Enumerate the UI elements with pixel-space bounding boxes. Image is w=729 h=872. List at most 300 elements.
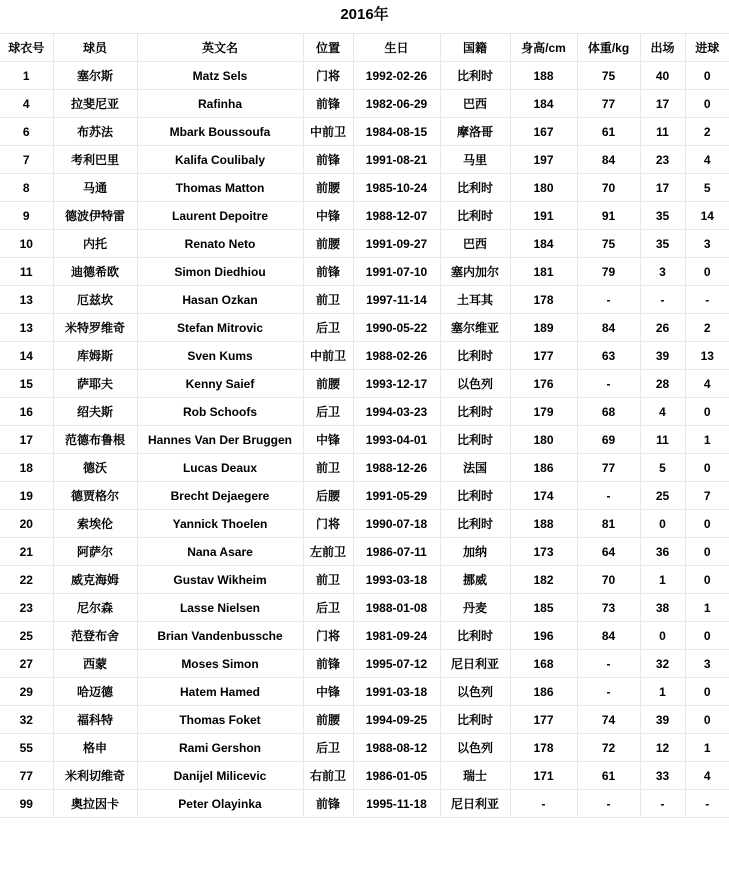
table-cell-7: 70 (577, 566, 640, 594)
table-cell-0: 8 (0, 174, 53, 202)
table-cell-2: Sven Kums (137, 342, 303, 370)
table-cell-7: 61 (577, 762, 640, 790)
table-cell-1: 拉斐尼亚 (53, 90, 137, 118)
table-cell-0: 55 (0, 734, 53, 762)
table-cell-5: 比利时 (440, 202, 510, 230)
table-cell-1: 迪德希欧 (53, 258, 137, 286)
table-cell-5: 塞尔维亚 (440, 314, 510, 342)
table-cell-4: 1982-06-29 (353, 90, 440, 118)
table-cell-0: 19 (0, 482, 53, 510)
table-cell-2: Rob Schoofs (137, 398, 303, 426)
table-row (0, 90, 729, 118)
table-cell-0: 17 (0, 426, 53, 454)
table-cell-9: 2 (685, 314, 729, 342)
table-cell-1: 厄兹坎 (53, 286, 137, 314)
table-cell-7: 68 (577, 398, 640, 426)
table-cell-5: 比利时 (440, 174, 510, 202)
table-cell-6: 196 (510, 622, 577, 650)
table-cell-0: 25 (0, 622, 53, 650)
table-cell-5: 丹麦 (440, 594, 510, 622)
table-cell-4: 1990-05-22 (353, 314, 440, 342)
table-cell-6: 181 (510, 258, 577, 286)
table-cell-2: Rafinha (137, 90, 303, 118)
table-cell-9: 2 (685, 118, 729, 146)
table-cell-2: Brecht Dejaegere (137, 482, 303, 510)
column-header-1: 球员 (53, 34, 137, 62)
table-cell-4: 1992-02-26 (353, 62, 440, 90)
table-cell-7: 91 (577, 202, 640, 230)
table-cell-5: 比利时 (440, 482, 510, 510)
table-cell-6: 182 (510, 566, 577, 594)
table-cell-8: 26 (640, 314, 685, 342)
table-cell-3: 后卫 (303, 314, 353, 342)
table-cell-9: 0 (685, 62, 729, 90)
table-cell-4: 1988-08-12 (353, 734, 440, 762)
table-cell-6: 177 (510, 342, 577, 370)
table-cell-0: 29 (0, 678, 53, 706)
table-cell-8: 23 (640, 146, 685, 174)
table-cell-8: 0 (640, 510, 685, 538)
table-cell-4: 1988-12-07 (353, 202, 440, 230)
table-cell-6: 179 (510, 398, 577, 426)
table-cell-4: 1981-09-24 (353, 622, 440, 650)
table-row (0, 482, 729, 510)
table-cell-1: 萨耶夫 (53, 370, 137, 398)
column-header-3: 位置 (303, 34, 353, 62)
table-cell-4: 1984-08-15 (353, 118, 440, 146)
table-cell-7: 75 (577, 62, 640, 90)
table-cell-0: 6 (0, 118, 53, 146)
table-cell-7: 61 (577, 118, 640, 146)
table-cell-8: - (640, 790, 685, 818)
table-row (0, 734, 729, 762)
table-cell-7: 70 (577, 174, 640, 202)
table-cell-6: 180 (510, 426, 577, 454)
table-cell-2: Hannes Van Der Bruggen (137, 426, 303, 454)
table-cell-2: Lasse Nielsen (137, 594, 303, 622)
table-cell-8: 4 (640, 398, 685, 426)
table-cell-7: - (577, 286, 640, 314)
table-cell-1: 奥拉因卡 (53, 790, 137, 818)
table-cell-2: Nana Asare (137, 538, 303, 566)
table-cell-6: 186 (510, 454, 577, 482)
table-cell-0: 13 (0, 314, 53, 342)
table-cell-2: Thomas Matton (137, 174, 303, 202)
table-cell-6: 176 (510, 370, 577, 398)
table-cell-9: 0 (685, 258, 729, 286)
table-cell-2: Gustav Wikheim (137, 566, 303, 594)
table-cell-0: 23 (0, 594, 53, 622)
table-cell-1: 范登布舍 (53, 622, 137, 650)
table-cell-5: 加纳 (440, 538, 510, 566)
table-cell-0: 13 (0, 286, 53, 314)
table-cell-0: 4 (0, 90, 53, 118)
table-cell-3: 后卫 (303, 734, 353, 762)
table-row (0, 146, 729, 174)
table-cell-3: 门将 (303, 622, 353, 650)
table-cell-0: 11 (0, 258, 53, 286)
table-cell-1: 西蒙 (53, 650, 137, 678)
table-cell-5: 土耳其 (440, 286, 510, 314)
table-row (0, 230, 729, 258)
table-cell-5: 摩洛哥 (440, 118, 510, 146)
table-cell-9: 1 (685, 594, 729, 622)
table-cell-7: - (577, 370, 640, 398)
table-cell-7: - (577, 678, 640, 706)
table-cell-8: 11 (640, 426, 685, 454)
table-cell-2: Danijel Milicevic (137, 762, 303, 790)
table-cell-7: 63 (577, 342, 640, 370)
table-cell-8: 25 (640, 482, 685, 510)
table-row (0, 790, 729, 818)
table-cell-8: 17 (640, 90, 685, 118)
table-cell-5: 尼日利亚 (440, 790, 510, 818)
table-cell-4: 1993-04-01 (353, 426, 440, 454)
table-row (0, 62, 729, 90)
table-cell-2: Yannick Thoelen (137, 510, 303, 538)
table-cell-6: 178 (510, 734, 577, 762)
table-cell-6: 178 (510, 286, 577, 314)
table-head (0, 34, 729, 62)
table-cell-4: 1988-02-26 (353, 342, 440, 370)
table-cell-1: 格申 (53, 734, 137, 762)
table-cell-9: 4 (685, 762, 729, 790)
table-cell-6: - (510, 790, 577, 818)
table-cell-3: 门将 (303, 62, 353, 90)
table-cell-1: 米特罗维奇 (53, 314, 137, 342)
table-cell-4: 1991-08-21 (353, 146, 440, 174)
table-cell-9: 14 (685, 202, 729, 230)
table-cell-0: 21 (0, 538, 53, 566)
table-row (0, 118, 729, 146)
table-header-row (0, 34, 729, 62)
table-cell-8: 3 (640, 258, 685, 286)
table-cell-5: 瑞士 (440, 762, 510, 790)
table-row (0, 538, 729, 566)
table-cell-4: 1986-01-05 (353, 762, 440, 790)
table-cell-8: 28 (640, 370, 685, 398)
table-cell-5: 比利时 (440, 426, 510, 454)
table-cell-0: 77 (0, 762, 53, 790)
table-cell-1: 内托 (53, 230, 137, 258)
table-cell-0: 1 (0, 62, 53, 90)
table-cell-7: 64 (577, 538, 640, 566)
table-cell-6: 180 (510, 174, 577, 202)
table-cell-5: 尼日利亚 (440, 650, 510, 678)
table-cell-9: - (685, 286, 729, 314)
table-cell-9: 13 (685, 342, 729, 370)
table-cell-8: 40 (640, 62, 685, 90)
table-cell-9: 1 (685, 426, 729, 454)
table-cell-1: 考利巴里 (53, 146, 137, 174)
table-cell-7: - (577, 650, 640, 678)
table-cell-4: 1988-01-08 (353, 594, 440, 622)
table-cell-0: 9 (0, 202, 53, 230)
table-cell-6: 184 (510, 90, 577, 118)
table-cell-9: - (685, 790, 729, 818)
table-cell-1: 德沃 (53, 454, 137, 482)
table-cell-5: 比利时 (440, 510, 510, 538)
table-cell-6: 168 (510, 650, 577, 678)
table-cell-0: 10 (0, 230, 53, 258)
table-cell-0: 15 (0, 370, 53, 398)
table-cell-1: 哈迈德 (53, 678, 137, 706)
table-cell-9: 0 (685, 398, 729, 426)
column-header-5: 国籍 (440, 34, 510, 62)
table-cell-5: 挪威 (440, 566, 510, 594)
table-cell-3: 前锋 (303, 650, 353, 678)
table-cell-3: 前卫 (303, 454, 353, 482)
table-cell-2: Hatem Hamed (137, 678, 303, 706)
table-cell-4: 1991-09-27 (353, 230, 440, 258)
table-cell-6: 171 (510, 762, 577, 790)
column-header-0: 球衣号 (0, 34, 53, 62)
table-cell-7: 84 (577, 314, 640, 342)
table-cell-6: 189 (510, 314, 577, 342)
table-cell-2: Moses Simon (137, 650, 303, 678)
table-cell-8: 32 (640, 650, 685, 678)
column-header-4: 生日 (353, 34, 440, 62)
table-cell-2: Peter Olayinka (137, 790, 303, 818)
table-cell-3: 前腰 (303, 230, 353, 258)
table-cell-0: 22 (0, 566, 53, 594)
table-cell-0: 27 (0, 650, 53, 678)
table-row (0, 678, 729, 706)
table-cell-1: 布苏法 (53, 118, 137, 146)
table-cell-3: 前锋 (303, 258, 353, 286)
table-cell-1: 威克海姆 (53, 566, 137, 594)
table-cell-2: Laurent Depoitre (137, 202, 303, 230)
table-cell-3: 后卫 (303, 594, 353, 622)
table-cell-3: 中前卫 (303, 118, 353, 146)
table-cell-3: 中锋 (303, 678, 353, 706)
table-cell-3: 前卫 (303, 566, 353, 594)
squad-table (0, 33, 729, 818)
table-cell-7: 79 (577, 258, 640, 286)
table-cell-8: 0 (640, 622, 685, 650)
table-cell-3: 前腰 (303, 174, 353, 202)
table-cell-0: 32 (0, 706, 53, 734)
table-cell-4: 1988-12-26 (353, 454, 440, 482)
table-cell-1: 绍夫斯 (53, 398, 137, 426)
table-cell-5: 马里 (440, 146, 510, 174)
table-cell-8: 33 (640, 762, 685, 790)
table-cell-4: 1995-07-12 (353, 650, 440, 678)
table-cell-9: 3 (685, 650, 729, 678)
table-cell-3: 后卫 (303, 398, 353, 426)
table-cell-4: 1990-07-18 (353, 510, 440, 538)
table-cell-7: 77 (577, 454, 640, 482)
table-cell-4: 1991-05-29 (353, 482, 440, 510)
table-cell-9: 4 (685, 146, 729, 174)
table-cell-7: 73 (577, 594, 640, 622)
table-row (0, 650, 729, 678)
table-cell-2: Thomas Foket (137, 706, 303, 734)
table-cell-2: Hasan Ozkan (137, 286, 303, 314)
table-cell-7: 75 (577, 230, 640, 258)
table-cell-9: 5 (685, 174, 729, 202)
table-cell-6: 191 (510, 202, 577, 230)
table-cell-7: 77 (577, 90, 640, 118)
table-cell-8: 11 (640, 118, 685, 146)
table-cell-2: Stefan Mitrovic (137, 314, 303, 342)
table-cell-8: 1 (640, 678, 685, 706)
table-cell-6: 173 (510, 538, 577, 566)
table-cell-1: 德贾格尔 (53, 482, 137, 510)
table-cell-0: 16 (0, 398, 53, 426)
table-cell-9: 3 (685, 230, 729, 258)
table-cell-9: 0 (685, 622, 729, 650)
table-cell-8: 1 (640, 566, 685, 594)
table-cell-4: 1997-11-14 (353, 286, 440, 314)
table-cell-9: 0 (685, 90, 729, 118)
table-cell-3: 前锋 (303, 790, 353, 818)
table-cell-8: 38 (640, 594, 685, 622)
table-cell-1: 德波伊特雷 (53, 202, 137, 230)
table-cell-5: 以色列 (440, 678, 510, 706)
table-cell-5: 比利时 (440, 342, 510, 370)
table-cell-6: 177 (510, 706, 577, 734)
table-cell-1: 马通 (53, 174, 137, 202)
table-cell-9: 0 (685, 706, 729, 734)
table-cell-8: 17 (640, 174, 685, 202)
table-cell-4: 1986-07-11 (353, 538, 440, 566)
table-cell-6: 186 (510, 678, 577, 706)
table-cell-2: Simon Diedhiou (137, 258, 303, 286)
table-cell-8: 12 (640, 734, 685, 762)
table-cell-6: 188 (510, 62, 577, 90)
table-cell-8: 39 (640, 706, 685, 734)
table-cell-7: 84 (577, 622, 640, 650)
table-row (0, 314, 729, 342)
column-header-7: 体重/kg (577, 34, 640, 62)
table-cell-5: 以色列 (440, 370, 510, 398)
table-cell-1: 库姆斯 (53, 342, 137, 370)
table-row (0, 426, 729, 454)
table-cell-4: 1985-10-24 (353, 174, 440, 202)
table-cell-7: 84 (577, 146, 640, 174)
table-row (0, 286, 729, 314)
table-cell-6: 174 (510, 482, 577, 510)
table-cell-2: Brian Vandenbussche (137, 622, 303, 650)
table-cell-1: 索埃伦 (53, 510, 137, 538)
table-cell-1: 尼尔森 (53, 594, 137, 622)
table-cell-4: 1991-07-10 (353, 258, 440, 286)
table-cell-7: 81 (577, 510, 640, 538)
column-header-9: 进球 (685, 34, 729, 62)
column-header-8: 出场 (640, 34, 685, 62)
table-cell-3: 后腰 (303, 482, 353, 510)
table-cell-0: 99 (0, 790, 53, 818)
table-row (0, 454, 729, 482)
table-row (0, 398, 729, 426)
table-row (0, 258, 729, 286)
table-cell-1: 阿萨尔 (53, 538, 137, 566)
table-cell-5: 比利时 (440, 706, 510, 734)
table-cell-4: 1995-11-18 (353, 790, 440, 818)
table-cell-4: 1994-09-25 (353, 706, 440, 734)
table-cell-0: 7 (0, 146, 53, 174)
table-row (0, 762, 729, 790)
table-row (0, 370, 729, 398)
table-row (0, 594, 729, 622)
table-cell-5: 比利时 (440, 398, 510, 426)
table-cell-2: Kalifa Coulibaly (137, 146, 303, 174)
table-cell-7: 72 (577, 734, 640, 762)
table-cell-3: 中锋 (303, 202, 353, 230)
table-cell-3: 前锋 (303, 146, 353, 174)
page-title: 2016年 (340, 6, 389, 23)
table-cell-1: 米利切维奇 (53, 762, 137, 790)
table-cell-0: 18 (0, 454, 53, 482)
table-row (0, 566, 729, 594)
table-cell-5: 以色列 (440, 734, 510, 762)
table-cell-4: 1991-03-18 (353, 678, 440, 706)
table-cell-7: - (577, 790, 640, 818)
table-cell-2: Kenny Saief (137, 370, 303, 398)
table-cell-9: 0 (685, 678, 729, 706)
table-body (0, 62, 729, 818)
table-cell-3: 中前卫 (303, 342, 353, 370)
table-cell-8: - (640, 286, 685, 314)
table-cell-7: 69 (577, 426, 640, 454)
table-cell-8: 35 (640, 230, 685, 258)
table-row (0, 174, 729, 202)
table-cell-9: 7 (685, 482, 729, 510)
column-header-2: 英文名 (137, 34, 303, 62)
table-cell-1: 福科特 (53, 706, 137, 734)
table-cell-7: - (577, 482, 640, 510)
table-cell-6: 185 (510, 594, 577, 622)
table-cell-2: Renato Neto (137, 230, 303, 258)
table-cell-7: 74 (577, 706, 640, 734)
table-cell-3: 前锋 (303, 90, 353, 118)
table-cell-0: 20 (0, 510, 53, 538)
table-cell-2: Mbark Boussoufa (137, 118, 303, 146)
table-cell-1: 范德布鲁根 (53, 426, 137, 454)
table-row (0, 706, 729, 734)
table-cell-2: Rami Gershon (137, 734, 303, 762)
table-cell-3: 前腰 (303, 370, 353, 398)
table-cell-8: 35 (640, 202, 685, 230)
table-cell-6: 184 (510, 230, 577, 258)
table-cell-0: 14 (0, 342, 53, 370)
table-row (0, 342, 729, 370)
table-cell-8: 39 (640, 342, 685, 370)
table-cell-9: 0 (685, 538, 729, 566)
table-cell-9: 0 (685, 454, 729, 482)
table-cell-4: 1993-03-18 (353, 566, 440, 594)
table-cell-9: 4 (685, 370, 729, 398)
table-cell-3: 中锋 (303, 426, 353, 454)
table-cell-3: 门将 (303, 510, 353, 538)
table-row (0, 622, 729, 650)
table-cell-2: Matz Sels (137, 62, 303, 90)
table-cell-6: 197 (510, 146, 577, 174)
table-cell-9: 0 (685, 566, 729, 594)
table-row (0, 510, 729, 538)
table-cell-9: 1 (685, 734, 729, 762)
table-cell-6: 167 (510, 118, 577, 146)
table-cell-4: 1994-03-23 (353, 398, 440, 426)
table-cell-3: 左前卫 (303, 538, 353, 566)
table-cell-5: 巴西 (440, 90, 510, 118)
table-cell-5: 巴西 (440, 230, 510, 258)
table-row (0, 202, 729, 230)
table-cell-5: 比利时 (440, 62, 510, 90)
table-cell-5: 法国 (440, 454, 510, 482)
table-cell-6: 188 (510, 510, 577, 538)
